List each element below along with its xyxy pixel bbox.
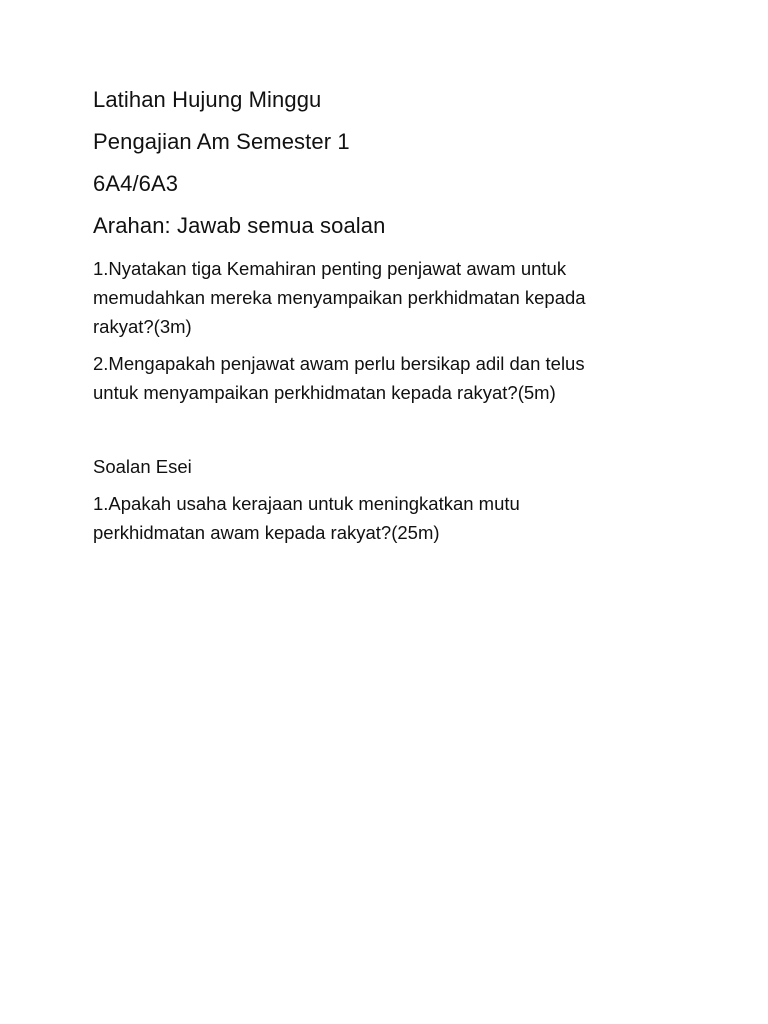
essay-question-1: 1.Apakah usaha kerajaan untuk meningkatkan mutu perkhidmatan awam kepada rakyat?(25m): [93, 493, 520, 543]
subject-line: Pengajian Am Semester 1: [93, 129, 350, 154]
short-question-1: 1.Nyatakan tiga Kemahiran penting penjawat awam untuk memudahkan mereka menyampaikan perkhidmatan kepada rakyat?(3m): [93, 258, 586, 337]
document-body: [93, 86, 693, 555]
essay-section-title: Soalan Esei: [93, 456, 192, 477]
instruction-line: Arahan: Jawab semua soalan: [93, 213, 386, 238]
class-line: 6A4/6A3: [93, 171, 179, 196]
short-question-2: 2.Mengapakah penjawat awam perlu bersikap adil dan telus untuk menyampaikan perkhidmatan kepada rakyat?(5m): [93, 353, 585, 403]
document-title: Latihan Hujung Minggu: [93, 87, 322, 112]
